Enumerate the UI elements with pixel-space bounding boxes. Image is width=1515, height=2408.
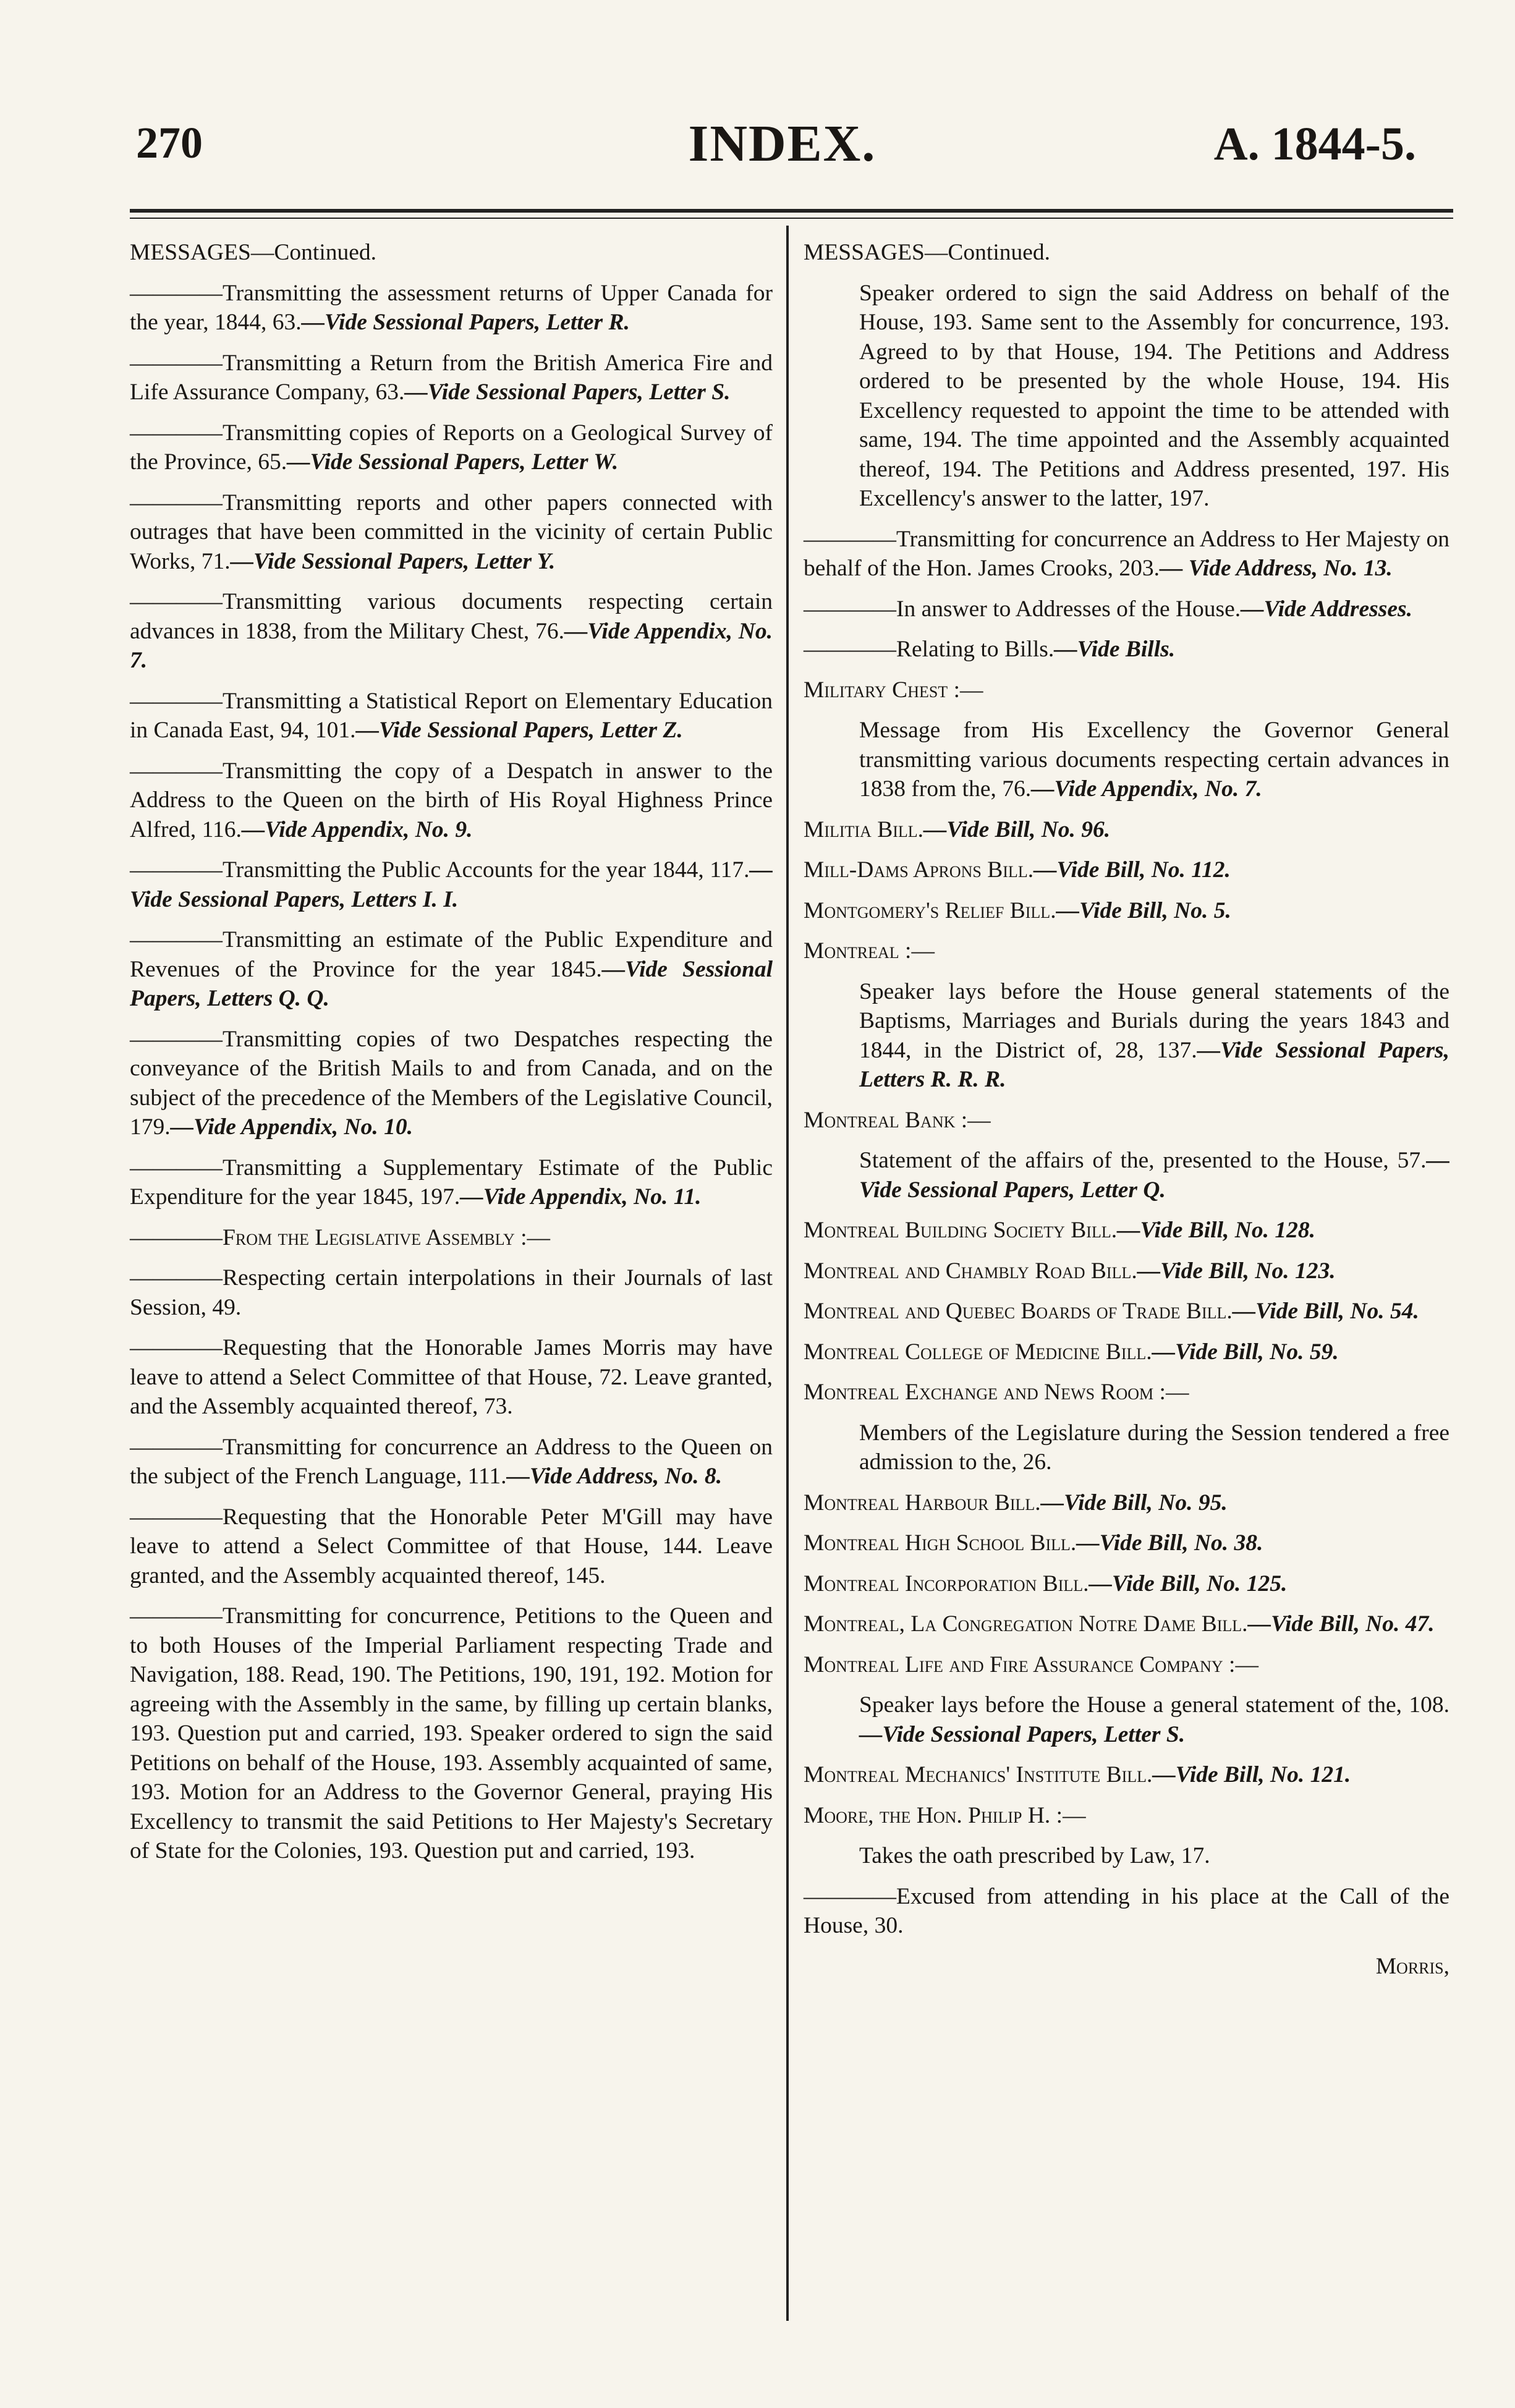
index-entry: ————Transmitting various documents respecting certain advances in 1838, from the Military Chest, 76.—Vide Appendix, No. 7. <box>130 589 773 673</box>
left-column <box>130 238 773 1877</box>
index-entry: ————Transmitting a Return from the British America Fire and Life Assurance Company, 63.—Vide Sessional Papers, Letter S. <box>130 350 773 405</box>
right-column <box>804 238 1449 1992</box>
index-entry: ————Excused from attending in his place at the Call of the House, 30. <box>804 1883 1449 1938</box>
page-header <box>124 105 1441 179</box>
index-entry: Message from His Excellency the Governor General transmitting various documents respecting certain advances in 1838 from the, 76.—Vide Appendix, No. 7. <box>859 718 1449 802</box>
index-entry: Montreal College of Medicine Bill.—Vide Bill, No. 59. <box>804 1339 1339 1365</box>
page-number: 270 <box>136 118 203 167</box>
entry-heading: Montreal Bank :— <box>804 1107 991 1133</box>
index-entry: ————Transmitting for concurrence, Petitions to the Queen and to both Houses of the Imperial Parliament respecting Trade and Navigation, 188. Read, 190. The Petitions, 190, 191, 192. Motion for agreeing with the Assembly in the same, by filling up certain blanks, 193. Question put and carried, 193. Speaker ordered to sign the said Petitions on behalf of the House, 193. Assembly acquainted of same, 193. Motion for an Address to the Governor General, praying His Excellency to transmit the said Petitions to Her Majesty's Secretary of State for the Colonies, 193. Question put and carried, 193. <box>130 1603 773 1863</box>
index-entry: Montgomery's Relief Bill.—Vide Bill, No. 5. <box>804 897 1231 923</box>
continued-heading: MESSAGES—Continued. <box>130 240 377 265</box>
index-entry: ————Transmitting copies of Reports on a Geological Survey of the Province, 65.—Vide Sessional Papers, Letter W. <box>130 420 773 475</box>
index-entry: Montreal Building Society Bill.—Vide Bill, No. 128. <box>804 1218 1315 1243</box>
index-entry: Statement of the affairs of the, presented to the House, 57.—Vide Sessional Papers, Letter Q. <box>859 1148 1449 1203</box>
index-entry: ————Requesting that the Honorable Peter M'Gill may have leave to attend a Select Committee of that House, 144. Leave granted, and the Assembly acquainted thereof, 145. <box>130 1504 773 1588</box>
subheading: ————From the Legislative Assembly :— <box>130 1224 551 1250</box>
index-entry: Members of the Legislature during the Session tendered a free admission to the, 26. <box>859 1420 1449 1475</box>
index-entry: ————In answer to Addresses of the House.—Vide Addresses. <box>804 596 1412 622</box>
index-entry: Montreal Mechanics' Institute Bill.—Vide Bill, No. 121. <box>804 1762 1351 1787</box>
index-entry: ————Transmitting for concurrence an Address to Her Majesty on behalf of the Hon. James Crooks, 203.— Vide Address, No. 13. <box>804 526 1449 581</box>
index-entry: ————Transmitting the Public Accounts for the year 1844, 117.—Vide Sessional Papers, Letters I. I. <box>130 857 773 912</box>
entry-heading: Military Chest :— <box>804 677 983 703</box>
index-entry: Montreal and Chambly Road Bill.—Vide Bill, No. 123. <box>804 1258 1336 1284</box>
index-entry: Takes the oath prescribed by Law, 17. <box>859 1843 1210 1868</box>
index-entry: Montreal High School Bill.—Vide Bill, No. 38. <box>804 1530 1263 1556</box>
index-entry: ————Respecting certain interpolations in their Journals of last Session, 49. <box>130 1265 773 1320</box>
continued-heading: MESSAGES—Continued. <box>804 240 1051 265</box>
index-entry: Speaker ordered to sign the said Address on behalf of the House, 193. Same sent to the Assembly for concurrence, 193. Agreed to by that House, 194. The Petitions and Address ordered to be presented by the whole House, 194. His Excellency requested to appoint the time to be attended with same, 194. The time appointed and the Assembly acquainted thereof, 194. The Petitions and Address presented, 197. His Excellency's answer to the latter, 197. <box>859 280 1449 511</box>
entry-heading: Montreal :— <box>804 938 935 964</box>
index-entry: Montreal Incorporation Bill.—Vide Bill, No. 125. <box>804 1571 1288 1596</box>
index-entry: Montreal Harbour Bill.—Vide Bill, No. 95. <box>804 1490 1228 1516</box>
index-entry: ————Transmitting copies of two Despatches respecting the conveyance of the British Mails to and from Canada, and on the subject of the precedence of the Members of the Legislative Council, 179.—Vide Appendix, No. 10. <box>130 1026 773 1140</box>
index-entry: Militia Bill.—Vide Bill, No. 96. <box>804 816 1111 842</box>
session-label: A. 1844-5. <box>1213 118 1416 170</box>
column-divider <box>786 226 789 2321</box>
index-entry: ————Transmitting for concurrence an Address to the Queen on the subject of the French Language, 111.—Vide Address, No. 8. <box>130 1434 773 1489</box>
page-title: INDEX. <box>688 115 876 172</box>
index-entry: Speaker lays before the House general statements of the Baptisms, Marriages and Burials during the years 1843 and 1844, in the District of, 28, 137.—Vide Sessional Papers, Letters R. R. R. <box>859 978 1450 1092</box>
entry-heading: Moore, the Hon. Philip H. :— <box>804 1802 1086 1828</box>
index-entry: ————Relating to Bills.—Vide Bills. <box>804 637 1176 662</box>
index-entry: ————Transmitting a Statistical Report on Elementary Education in Canada East, 94, 101.—Vide Sessional Papers, Letter Z. <box>130 688 773 743</box>
index-entry: Montreal, La Congregation Notre Dame Bill.—Vide Bill, No. 47. <box>804 1611 1435 1637</box>
index-entry: Mill-Dams Aprons Bill.—Vide Bill, No. 112. <box>804 857 1231 883</box>
index-entry: ————Transmitting an estimate of the Public Expenditure and Revenues of the Province for the year 1845.—Vide Sessional Papers, Letters Q. Q. <box>130 927 773 1011</box>
index-entry: ————Transmitting the copy of a Despatch in answer to the Address to the Queen on the birth of His Royal Highness Prince Alfred, 116.—Vide Appendix, No. 9. <box>130 758 773 842</box>
entry-heading: Montreal Life and Fire Assurance Company :— <box>804 1651 1258 1677</box>
index-entry: Montreal and Quebec Boards of Trade Bill.—Vide Bill, No. 54. <box>804 1299 1419 1324</box>
catchword: Morris, <box>1375 1953 1449 1979</box>
index-entry: ————Requesting that the Honorable James Morris may have leave to attend a Select Committee of that House, 72. Leave granted, and the Assembly acquainted thereof, 73. <box>130 1335 773 1419</box>
index-entry: ————Transmitting a Supplementary Estimate of the Public Expenditure for the year 1845, 197.—Vide Appendix, No. 11. <box>130 1155 773 1210</box>
index-entry: ————Transmitting reports and other papers connected with outrages that have been committed in the vicinity of certain Public Works, 71.—Vide Sessional Papers, Letter Y. <box>130 490 773 574</box>
index-entry: Speaker lays before the House a general statement of the, 108.—Vide Sessional Papers, Letter S. <box>859 1692 1449 1747</box>
index-entry: ————Transmitting the assessment returns of Upper Canada for the year, 1844, 63.—Vide Sessional Papers, Letter R. <box>130 280 773 335</box>
entry-heading: Montreal Exchange and News Room :— <box>804 1380 1189 1405</box>
header-rule-thin <box>130 218 1453 219</box>
header-rule-thick <box>130 209 1453 213</box>
